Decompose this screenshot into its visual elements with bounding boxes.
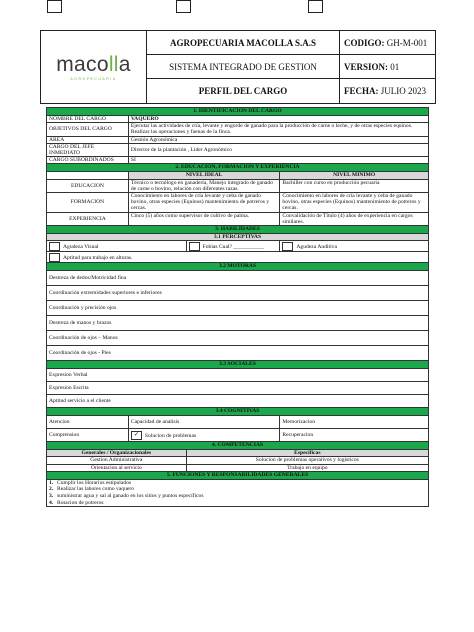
motor-item: Destreza de dedos/Motricidad fina [47, 271, 429, 286]
training-ideal: Conocimiento en labores de cría levante y ceba de ganado bovino, otras especies (Equinos) mantenimiento de potreros y cercas. [128, 193, 280, 213]
education-minimum: Bachiller con curso en producción pecuaria [280, 179, 429, 192]
motor-item: Destreza de manos y brazos [47, 316, 429, 331]
cognitive-item: Comprension [47, 429, 129, 442]
training-minimum: Conocimiento en labores de cría levante y ceba de ganado bovino, otras especies (Equinos) mantenimiento de potreros y cercas. [280, 193, 429, 213]
corner-box-right [308, 0, 323, 13]
list-item: 4. Rotacion de potreros [49, 499, 104, 506]
document-version: VERSION: 01 [340, 55, 436, 79]
profile-form [46, 107, 429, 507]
education-label: EDUCACION [47, 179, 129, 192]
general-competency: Gestion Administrativa [47, 457, 187, 464]
specific-competencies-header: Especificas [186, 450, 428, 457]
company-name: AGROPECUARIA MACOLLA S.A.S [147, 31, 340, 55]
job-name-label: NOMBRE DEL CARGO [47, 116, 129, 123]
section-1-title: 1. IDENTIFICACION DEL CARGO [47, 108, 429, 116]
motor-item: Coordinación extremidades superiores e inferiores [47, 286, 429, 301]
perceptive-item: Agudeza Auditiva [280, 241, 429, 252]
document-header [40, 30, 436, 104]
checked-checkbox-icon[interactable]: ✓ [131, 431, 142, 440]
section-3-title: 3. HABILIDADES [47, 226, 429, 234]
minimum-level-header: NIVEL MINIMO [280, 172, 429, 179]
perceptive-item: Agudeza Visual [47, 241, 187, 252]
cognitive-item: Capacidad de analisis [128, 416, 280, 429]
objectives-label: OBJETIVOS DEL CARGO [47, 123, 129, 136]
experience-ideal: Cinco (5) años como supervisor de cultivo de palma. [128, 212, 280, 225]
perceptive-subtitle: 3.1 PERCEPTIVAS [47, 234, 429, 241]
subordinates-value: SI [128, 157, 428, 164]
ideal-level-header: NIVEL IDEAL [128, 172, 280, 179]
motor-item: Coordinación de ojos – Manos [47, 331, 429, 346]
job-name-value: VAQUERO [128, 116, 428, 123]
area-label: AREA [47, 136, 129, 143]
document-date: FECHA: JULIO 2023 [340, 79, 436, 104]
objectives-value: Ejecutar las actividades de cría, levante y engorde de ganado para la producción de carne o leche, y de otras especies equinos. Realizar las operaciones y faenas de la finca. [128, 123, 428, 136]
area-value: Gestión Agronómica [128, 136, 428, 143]
cognitive-item: Atencion [47, 416, 129, 429]
document-title: PERFIL DEL CARGO [147, 79, 340, 104]
motor-item: Coordinación de ojos - Pies [47, 346, 429, 361]
logo [41, 31, 147, 104]
experience-minimum: Convalidación de Título (4) años de experiencia en cargos similares. [280, 212, 429, 225]
specific-competency: Solucion de problemas operativos y logisticos [186, 457, 428, 464]
perceptive-item: Aptitud para trabajo en alturas. [47, 252, 429, 263]
document-code: CODIGO: GH-M-001 [340, 31, 436, 55]
s2-blank-header [47, 172, 129, 179]
social-item: Aptitud servicio a el cliente [47, 395, 429, 408]
corner-box-middle [176, 0, 191, 13]
boss-label: CARGO DEL JEFE INMEDIATO [47, 143, 129, 156]
system-name: SISTEMA INTEGRADO DE GESTION [147, 55, 340, 79]
perceptive-item: Fobias Cual? ___________ [186, 241, 280, 252]
social-item: Expresion Escrita [47, 382, 429, 395]
list-item: 1. Cumplir los Horarios estipulados [49, 479, 132, 486]
section-5-title: 5. FUNCIONES Y RESPONSABILIDADES GENERALES [47, 471, 429, 479]
cognitive-item: Recuperacion [280, 429, 429, 442]
list-item: 3. suministrar agua y sal al ganado en los sitios y puntos específicos [49, 493, 204, 500]
checkbox[interactable] [49, 242, 60, 251]
checkbox[interactable] [282, 242, 293, 251]
motor-item: Coordinación y precisión ojos [47, 301, 429, 316]
corner-box-left [47, 0, 62, 13]
checkbox[interactable] [49, 253, 60, 262]
logo-wordmark: macolla [56, 53, 131, 76]
logo-subtitle: AGROPECUARIA [70, 77, 117, 81]
education-ideal: Técnico o tecnólogo en ganadería, Manejo integrado de ganado de carne o bovino, relación con diferentes razas. [128, 179, 280, 192]
motor-subtitle: 3.2 MOTORAS [47, 263, 429, 271]
checkbox[interactable] [189, 242, 200, 251]
social-item: Expresion Verbal [47, 369, 429, 382]
list-item: 2. Realizar las labores como vaquero [49, 486, 135, 493]
cognitive-item: ✓ Solucion de problemas [128, 429, 280, 442]
subordinates-label: CARGO SUBORDINADOS [47, 157, 129, 164]
boss-value: Director de la plantación , Lider Agronómico [128, 143, 428, 156]
section-2-title: 2. EDUCACION, FORMACION Y EXPERIENCIA [47, 164, 429, 172]
social-subtitle: 3.3 SOCIALES [47, 361, 429, 369]
functions-list [47, 479, 429, 506]
cognitive-subtitle: 3.4 COGNITIVAS [47, 408, 429, 416]
section-4-title: 4. COMPETENCIAS [47, 442, 429, 450]
experience-label: EXPERIENCIA [47, 212, 129, 225]
general-competency: Orientacion al servicio [47, 464, 187, 471]
training-label: FORMACION [47, 193, 129, 213]
general-competencies-header: Generales / Organizacionales [47, 450, 187, 457]
specific-competency: Trabajo en equipo [186, 464, 428, 471]
cognitive-item: Memorizacion [280, 416, 429, 429]
